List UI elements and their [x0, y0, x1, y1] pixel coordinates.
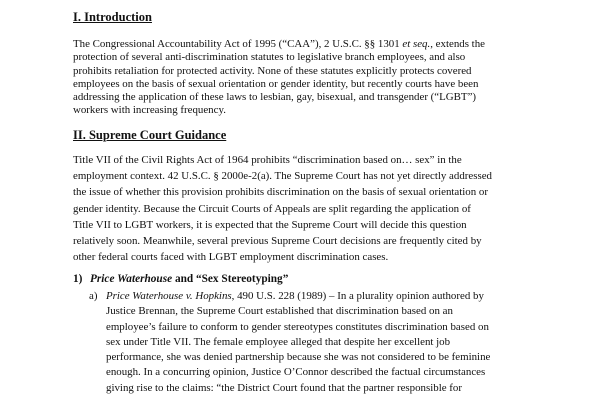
paragraph-line: The Congressional Accountability Act of 1995 (“CAA”), 2 U.S.C. §§ 1301 et seq., extends the	[73, 38, 485, 50]
paragraph-line: addressing the application of these laws to lesbian, gay, bisexual, and transgender (“LGBT”)	[73, 91, 477, 104]
paragraph-line: enough. In a concurring opinion, Justice O’Connor described the factual circumstances	[106, 366, 486, 379]
paragraph-line: Title VII of the Civil Rights Act of 1964 prohibits “discrimination based on… sex” in the	[73, 154, 462, 166]
list-item-title: and “Sex Stereotyping”	[172, 273, 289, 285]
paragraph-line: protection of several anti-discrimination statutes to legislative branch employees, and also	[73, 51, 466, 64]
paragraph-line: employee’s failure to conform to gender stereotypes constitutes discrimination based on	[106, 320, 489, 333]
paragraph-line: the issue of whether this provision prohibits discrimination on the basis of sexual orientation or	[73, 186, 488, 199]
sub-item-marker: a)	[89, 290, 98, 302]
paragraph-line: Justice Brennan, the Supreme Court established that discrimination based on an	[106, 305, 453, 318]
section-heading-supreme-court-guidance: II. Supreme Court Guidance	[73, 128, 227, 142]
paragraph-line: other federal courts faced with LGBT employment discrimination cases.	[73, 251, 389, 264]
list-item-number: 1)	[73, 273, 83, 285]
guidance-paragraph	[73, 152, 553, 265]
paragraph-line: giving rise to the claims: “the District Court found that the partner responsible for	[106, 381, 462, 394]
paragraph-line: sex under Title VII. The female employee alleged that despite her excellent job	[106, 335, 451, 348]
paragraph-line: Price Waterhouse v. Hopkins, 490 U.S. 228 (1989) – In a plurality opinion authored by	[106, 290, 484, 302]
paragraph-line: employees on the basis of sexual orientation or gender identity, but recently courts have been	[73, 77, 479, 90]
section-heading-introduction: I. Introduction	[73, 10, 152, 24]
sub-item-body	[106, 289, 546, 396]
paragraph-line: gender identity. Because the Circuit Courts of Appeals are split regarding the application of	[73, 202, 471, 215]
introduction-paragraph	[73, 38, 553, 118]
paragraph-line: performance, she was denied partnership because she was not considered to be feminine	[106, 351, 491, 364]
paragraph-line: workers with increasing frequency.	[73, 104, 226, 117]
paragraph-line: employment context. 42 U.S.C. § 2000e-2(a). The Supreme Court has not yet directly addressed	[73, 170, 492, 183]
list-item-heading	[73, 272, 288, 286]
case-name: Price Waterhouse	[90, 273, 173, 285]
paragraph-line: Title VII to LGBT workers, it is expected that the Supreme Court will decide this question	[73, 218, 467, 231]
paragraph-line: prohibits retaliation for protected activity. None of these statutes explicitly protects covered	[73, 64, 472, 77]
paragraph-line: relatively soon. Meanwhile, several previous Supreme Court decisions are frequently cited by	[73, 235, 482, 248]
